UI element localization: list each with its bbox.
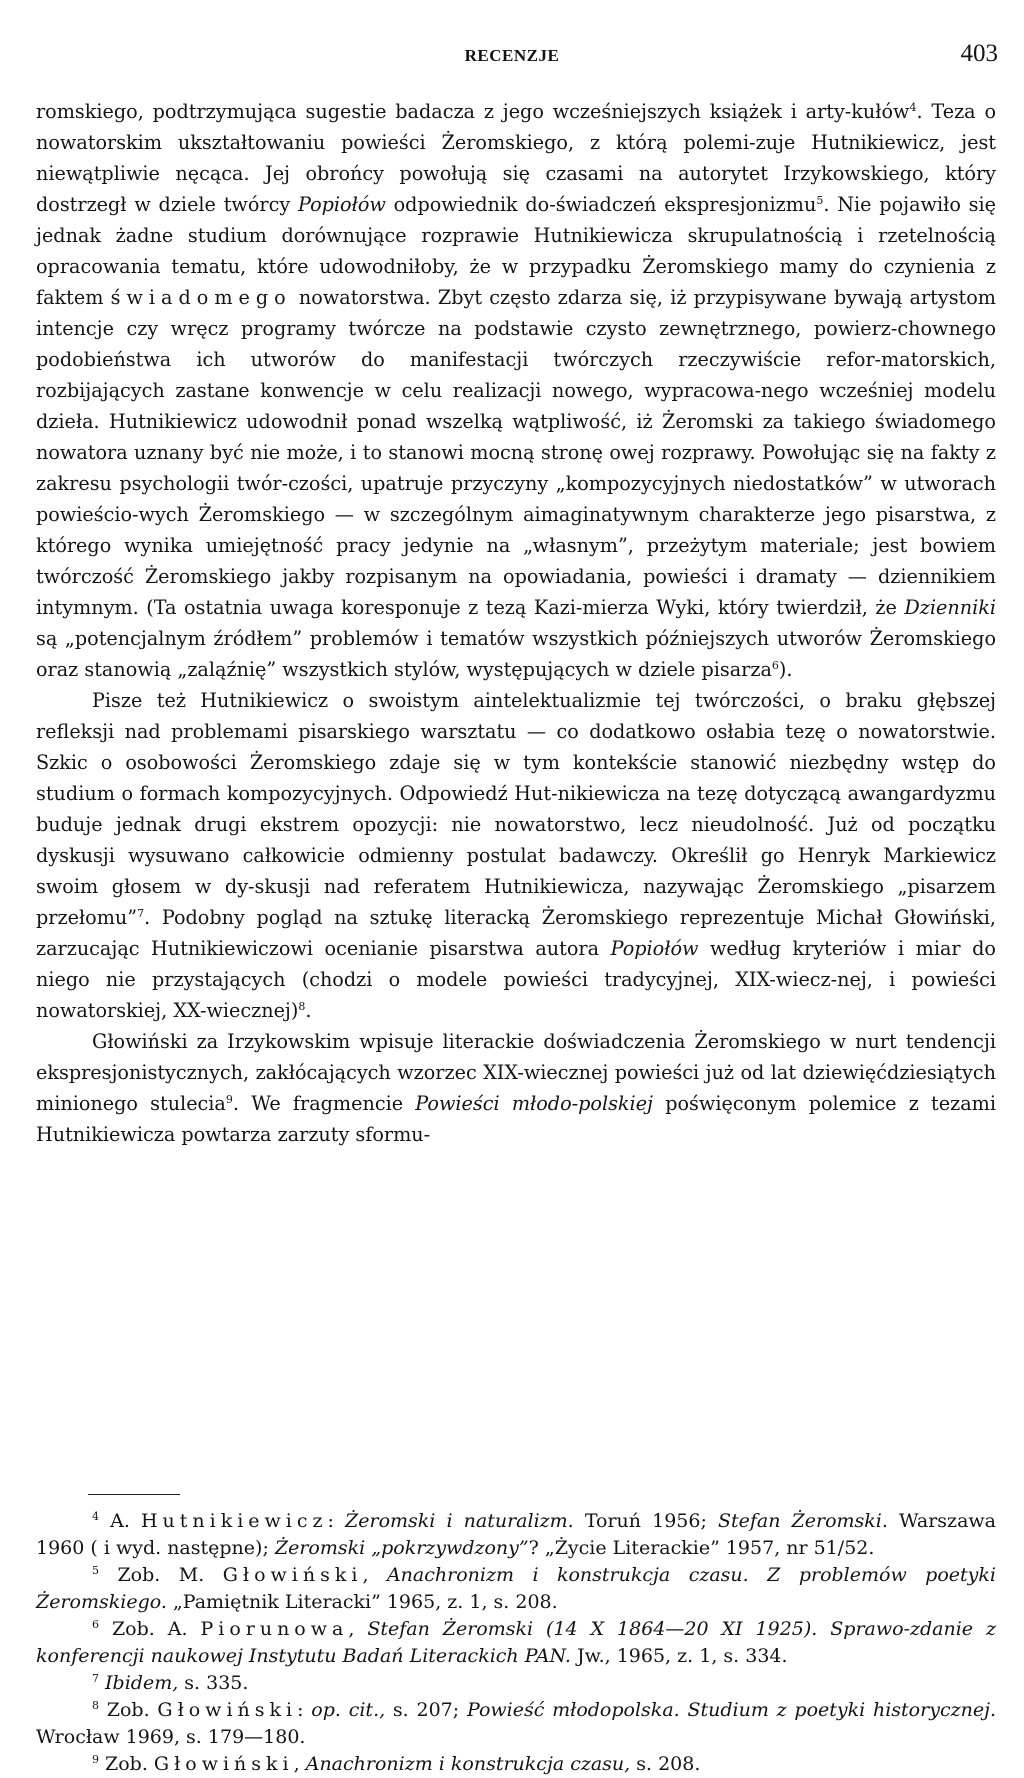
text-run: Zob. A. [99,1618,201,1640]
footnote-number: 6 [92,1618,99,1631]
text-run: Zob. [99,1753,154,1775]
footnotes [36,1508,996,1778]
footnote [36,1616,996,1670]
title-italic: Popiołów [297,193,386,216]
footnote [36,1562,996,1616]
text-run: Toruń 1956; [573,1510,718,1532]
footnote-rule [88,1494,180,1495]
footnote [36,1670,996,1697]
footnote [36,1697,996,1751]
running-head: RECENZJE [464,46,560,65]
text-run: . [305,999,312,1022]
text-run: Zob. [99,1699,158,1721]
text-run: ? „Życie Literackie” 1957, nr 51/52. [528,1537,875,1559]
footnote-ref: 5 [816,194,824,207]
title-italic: Stefan Żeromski. [717,1510,888,1532]
text-run: : [297,1699,312,1721]
spaced-emphasis: świadomego [110,286,292,309]
title-italic: Żeromski i naturalizm. [345,1510,574,1532]
title-italic: Dzienniki [904,596,996,619]
author-name: Hutnikiewicz [140,1510,328,1532]
text-run: Wrocław 1969, s. 179—180. [36,1726,306,1748]
title-italic: Stefan Żeromski (14 X 1864—20 XI 1925). Sprawo-zdanie z konferencji naukowej Instytutu Badań Literackich PAN. [36,1618,996,1667]
text-run: s. 207; [385,1699,467,1721]
text-run: ). [778,658,793,681]
paragraph [36,96,996,685]
text-run: A. [99,1510,141,1532]
footnote-ref: 4 [909,101,917,114]
footnote-number: 5 [92,1564,99,1577]
title-italic: Popiołów [610,937,699,960]
text-run: s. 335. [178,1672,249,1694]
title-italic: Powieści młodo-polskiej [415,1092,653,1115]
footnote-ref: 6 [771,659,779,672]
author-name: Głowiński [222,1564,363,1586]
text-run: : [327,1510,346,1532]
footnote-ref: 7 [137,907,145,920]
title-italic: Powieść młodopolska. Studium z poetyki historycznej. [466,1699,997,1721]
footnote [36,1751,996,1778]
text-run: , [362,1564,387,1586]
text-run: Pisze też Hutnikiewicz o swoistym aintelektualizmie tej twórczości, o braku głębszej refleksji nad problemami pisarskiego warsztatu — co dodatkowo osłabia tezę o nowatorstwie. Szkic o osobowości Żeromskiego zdaje się w tym kontekście stanowić niezbędny wstęp do studium o formach kompozycyjnych. Odpowiedź Hut-nikiewicza na tezę dotyczącą awangardyzmu buduje jednak drugi ekstrem opozycji: nie nowatorstwo, lecz nieudolność. Już od początku dyskusji wysuwano całkowicie odmienny postulat badawczy. Określił go Henryk Markiewicz swoim głosem w dy-skusji nad referatem Hutnikiewicza, nazywając Żeromskiego „pisarzem przełomu” [36,689,996,929]
footnote-ref: 8 [298,1000,306,1013]
title-italic: Anachronizm i konstrukcja czasu. Z problemów poetyki Żeromskiego. [36,1564,996,1613]
paragraph [36,1026,996,1150]
title-italic: Anachronizm i konstrukcja czasu, [305,1753,631,1775]
text-run: romskiego, podtrzymująca sugestie badacza z jego wcześniejszych książek i arty-kułów [36,100,910,123]
text-run: , [348,1618,368,1640]
footnote-number: 9 [92,1753,99,1766]
text-run: według kryteriów i miar do niego nie przystających (chodzi o modele powieści tradycyjnej, XIX-wiecz-nej, i powieści nowatorskiej, XX-wiecznej) [36,937,996,1022]
footnote [36,1508,996,1562]
author-name: Głowiński [157,1699,298,1721]
text-run: są „potencjalnym źródłem” problemów i tematów wszystkich późniejszych utworów Żeromskiego oraz stanowią „zaląźnię” wszystkich stylów, występujących w dziele pisarza [36,627,996,681]
main-text [36,96,996,1150]
footnote-number: 7 [92,1672,99,1685]
footnote-ref: 9 [225,1093,233,1106]
footnote-number: 8 [92,1699,99,1712]
text-run: nowatorstwa. Zbyt często zdarza się, iż przypisywane bywają artystom intencje czy wręcz programy twórcze na podstawie czysto zewnętrznego, powierz-chownego podobieństwa ich utworów do manifestacji twórczych rzeczywiście refor-matorskich, rozbijających zastane konwencje w celu realizacji nowego, wypracowa-nego wcześniej modelu dzieła. Hutnikiewicz udowodnił ponad wszelką wątpliwość, iż Żeromski za takiego świadomego nowatora uznany być nie może, i to stanowi mocną stronę owej rozprawy. Powołując się na fakty z zakresu psychologii twór-czości, upatruje przyczyny „kompozycyjnych niedostatków” w utworach powieścio-wych Żeromskiego — w szczególnym aimaginatywnym charakterze jego pisarstwa, z którego wynika umiejętność pracy jedynie na „własnym”, przeżytym materiale; jest bowiem twórczość Żeromskiego jakby rozpisanym na opowiadania, powieści i dramaty — dziennikiem intymnym. (Ta ostatnia uwaga koresponuje z tezą Kazi-mierza Wyki, który twierdził, że [36,286,996,619]
text-run: Jw., 1965, z. 1, s. 334. [570,1645,788,1667]
text-run: . Podobny pogląd na sztukę literacką Żeromskiego reprezentuje Michał Głowiński, zarzucając Hutnikiewiczowi ocenianie pisarstwa autora [36,906,996,960]
text-run: Warszawa 1960 ( i wyd. następne); [36,1510,996,1559]
author-name: Piorunowa [200,1618,349,1640]
title-italic: Żeromski „pokrzywdzony” [274,1537,529,1559]
title-italic: op. cit., [311,1699,386,1721]
author-name: Głowiński [153,1753,294,1775]
page-number: 403 [960,40,998,67]
text-run: . Teza o nowatorskim ukształtowaniu powieści Żeromskiego, z którą polemi-zuje Hutnikiewicz, jest niewątpliwie nęcąca. Jej obrońcy powołują się czasami na autorytet Irzykowskiego, który dostrzegł w dziele twórcy [36,100,996,216]
text-run: Głowiński za Irzykowskim wpisuje literackie doświadczenia Żeromskiego w nurt tendencji ekspresjonistycznych, zakłócających wzorzec XIX-wiecznej powieści już od lat dziewięćdziesiątych minionego stulecia [36,1030,996,1115]
text-run: . Nie pojawiło się jednak żadne studium dorównujące rozprawie Hutnikiewicza skrupulatnością i rzetelnością opracowania tematu, które udowodniłoby, że w przypadku Żeromskiego mamy do czynienia z faktem [36,193,996,309]
paragraph [36,685,996,1026]
text-run: Zob. M. [99,1564,223,1586]
title-italic: Ibidem, [105,1672,179,1694]
text-run: . We fragmencie [232,1092,416,1115]
text-run: odpowiednik do-świadczeń ekspresjonizmu [385,193,817,216]
text-run: , [293,1753,306,1775]
text-run: poświęconym polemice z tezami Hutnikiewicza powtarza zarzuty sformu- [36,1092,996,1146]
page-header [0,40,1024,80]
text-run: s. 208. [630,1753,701,1775]
footnote-number: 4 [92,1510,99,1523]
text-run: „Pamiętnik Literacki” 1965, z. 1, s. 208. [166,1591,558,1613]
